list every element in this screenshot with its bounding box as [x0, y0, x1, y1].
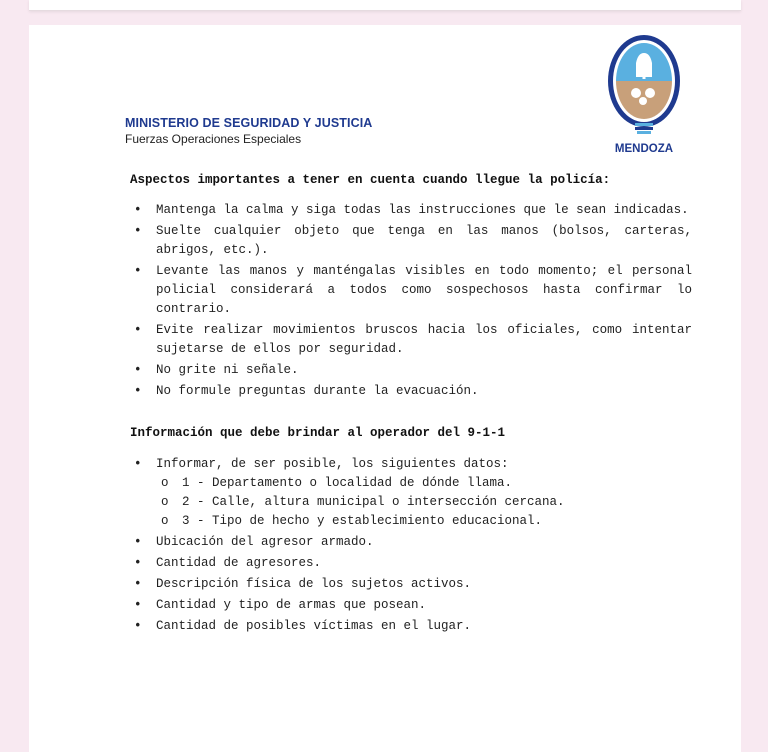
sub-list-item: o 1 - Departamento o localidad de dónde llama. — [156, 474, 692, 493]
list-item: • Evite realizar movimientos bruscos hacia los oficiales, como intentar sujetarse de ellos por seguridad. — [130, 321, 692, 359]
document-page — [29, 25, 741, 752]
list-item: • Suelte cualquier objeto que tenga en las manos (bolsos, carteras, abrigos, etc.). — [130, 222, 692, 260]
list-item: • Ubicación del agresor armado. — [130, 533, 692, 552]
previous-page-edge — [29, 0, 741, 11]
list-item: • Cantidad de agresores. — [130, 554, 692, 573]
ministry-header — [125, 116, 372, 146]
section2-heading: Información que debe brindar al operador del 9-1-1 — [130, 426, 506, 440]
section1-list — [130, 201, 692, 403]
sub-list-item: o 3 - Tipo de hecho y establecimiento educacional. — [156, 512, 692, 531]
mendoza-coat-of-arms-icon — [605, 31, 683, 141]
list-item: • Cantidad y tipo de armas que posean. — [130, 596, 692, 615]
list-item: • Levante las manos y manténgalas visibles en todo momento; el personal policial considerará a todos como sospechosos hasta confirmar lo contrario. — [130, 262, 692, 319]
list-item: • Cantidad de posibles víctimas en el lugar. — [130, 617, 692, 636]
seal-label: MENDOZA — [614, 143, 674, 155]
list-item: • Mantenga la calma y siga todas las instrucciones que le sean indicadas. — [130, 201, 692, 220]
list-item: • Descripción física de los sujetos activos. — [130, 575, 692, 594]
section1-heading: Aspectos importantes a tener en cuenta cuando llegue la policía: — [130, 173, 611, 187]
section2-sublist — [156, 474, 692, 531]
list-item: • No grite ni señale. — [130, 361, 692, 380]
sub-list-item: o 2 - Calle, altura municipal o intersección cercana. — [156, 493, 692, 512]
section2-intro: • Informar, de ser posible, los siguientes datos: — [156, 457, 509, 471]
ministry-title: MINISTERIO DE SEGURIDAD Y JUSTICIA — [125, 116, 373, 130]
section2-list — [130, 455, 692, 638]
list-item: • No formule preguntas durante la evacuación. — [130, 382, 692, 401]
list-item — [130, 455, 692, 531]
ministry-subtitle: Fuerzas Operaciones Especiales — [125, 132, 302, 146]
